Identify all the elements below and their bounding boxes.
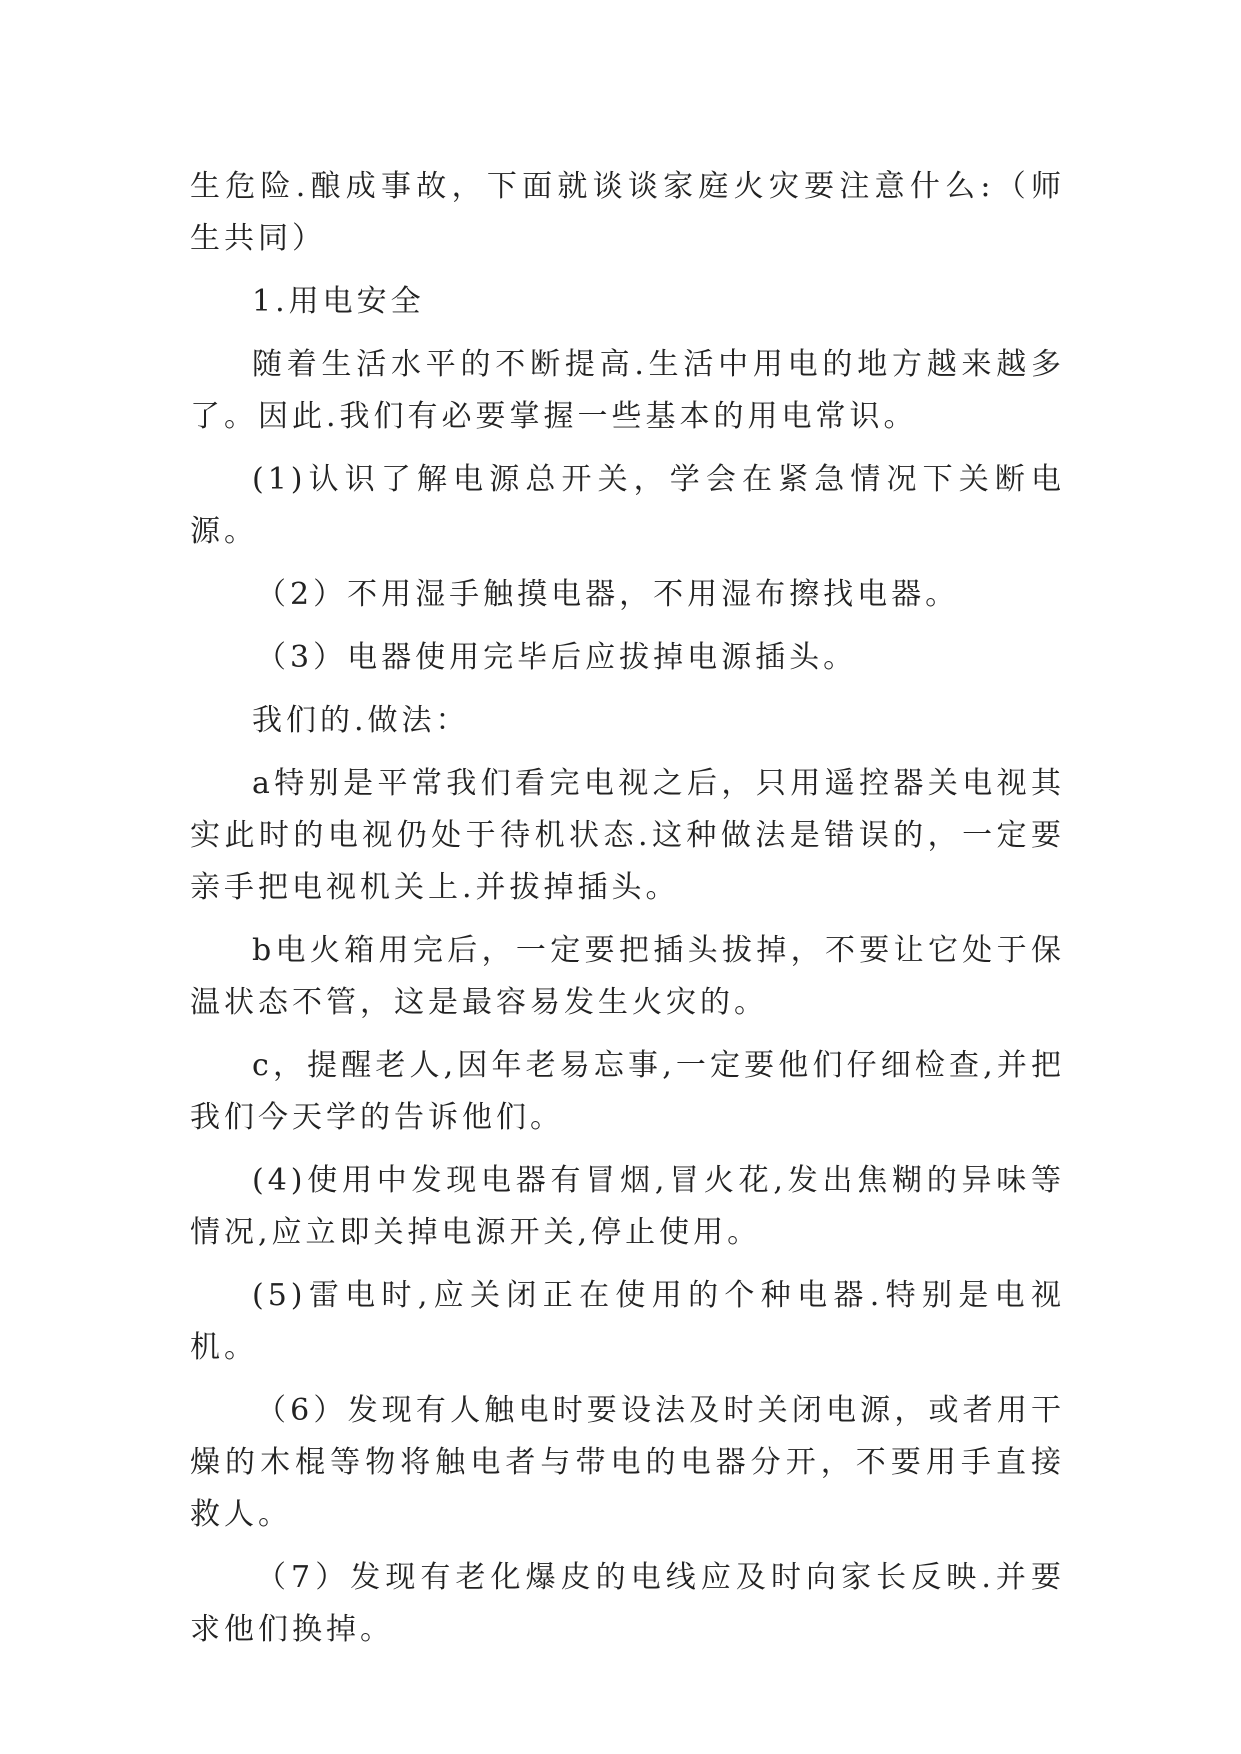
paragraph-electricity-usage: 随着生活水平的不断提高.生活中用电的地方越来越多了。因此.我们有必要掌握一些基本的用电常识。: [190, 347, 1065, 434]
list-item-6: （6）发现有人触电时要设法及时关闭电源，或者用干燥的木棍等物将触电者与带电的电器分开，不要用手直接救人。: [190, 1393, 1065, 1532]
practice-item-c: c，提醒老人,因年老易忘事,一定要他们仔细检查,并把我们今天学的告诉他们。: [190, 1048, 1065, 1135]
list-item-3: （3）电器使用完毕后应拔掉电源插头。: [256, 640, 858, 675]
document-body: [190, 161, 1065, 1656]
section-heading-electrical-safety: 1.用电安全: [252, 284, 425, 319]
list-item-2: （2）不用湿手触摸电器，不用湿布擦找电器。: [256, 577, 960, 612]
subheading-our-practices: 我们的.做法：: [252, 703, 470, 738]
list-item-5: (5)雷电时,应关闭正在使用的个种电器.特别是电视机。: [190, 1278, 1065, 1365]
list-item-7: （7）发现有老化爆皮的电线应及时向家长反映.并要求他们换掉。: [190, 1560, 1065, 1647]
practice-item-b: b电火箱用完后，一定要把插头拔掉，不要让它处于保温状态不管，这是最容易发生火灾的。: [190, 933, 1065, 1020]
practice-item-a: a特别是平常我们看完电视之后，只用遥控器关电视其实此时的电视仍处于待机状态.这种做法是错误的，一定要亲手把电视机关上.并拔掉插头。: [190, 766, 1065, 905]
paragraph-intro: 生危险.酿成事故，下面就谈谈家庭火灾要注意什么:（师生共同）: [190, 169, 1065, 256]
list-item-4: (4)使用中发现电器有冒烟,冒火花,发出焦糊的异味等情况,应立即关掉电源开关,停止使用。: [190, 1163, 1065, 1250]
list-item-1: (1)认识了解电源总开关，学会在紧急情况下关断电源。: [190, 462, 1065, 549]
